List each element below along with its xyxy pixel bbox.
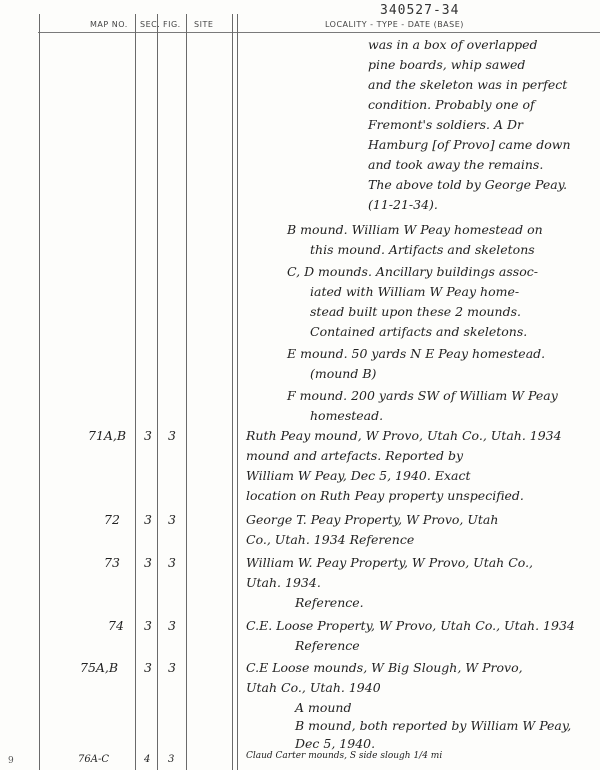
header-fig: FIG. — [163, 20, 181, 29]
column-rule-site-b — [237, 14, 238, 770]
handwritten-line: B mound. William W Peay homestead on — [287, 222, 543, 237]
section-number: 3 — [144, 555, 152, 570]
figure-number: 3 — [168, 555, 176, 570]
handwritten-line: and the skeleton was in perfect — [368, 77, 568, 92]
map-number: 75A,B — [80, 660, 119, 675]
section-number: 3 — [144, 512, 152, 527]
figure-number: 3 — [168, 428, 176, 443]
handwritten-line: Claud Carter mounds, S side slough 1/4 mi — [246, 751, 443, 761]
header-sec: SEC. — [140, 20, 161, 29]
column-rule-sec — [157, 14, 158, 770]
handwritten-line: F mound. 200 yards SW of William W Peay — [287, 388, 558, 403]
handwritten-line: and took away the remains. — [368, 157, 544, 172]
handwritten-line: Utah Co., Utah. 1940 — [246, 680, 381, 695]
handwritten-line: location on Ruth Peay property unspecified. — [246, 488, 524, 503]
handwritten-line: Ruth Peay mound, W Provo, Utah Co., Utah. 1934 — [246, 428, 562, 443]
section-number: 3 — [144, 428, 152, 443]
figure-number: 3 — [168, 754, 175, 765]
map-number: 73 — [104, 555, 120, 570]
handwritten-line: was in a box of overlapped — [368, 37, 538, 52]
handwritten-line: Co., Utah. 1934 Reference — [246, 532, 415, 547]
handwritten-line: C, D mounds. Ancillary buildings assoc- — [287, 264, 538, 279]
handwritten-line: mound and artefacts. Reported by — [246, 448, 464, 463]
handwritten-line: William W. Peay Property, W Provo, Utah Co., — [246, 555, 534, 570]
section-number: 3 — [144, 618, 152, 633]
handwritten-line: Reference — [295, 638, 360, 653]
map-number: 72 — [104, 512, 120, 527]
header-site: SITE — [194, 20, 214, 29]
handwritten-line: Fremont's soldiers. A Dr — [368, 117, 523, 132]
handwritten-line: C.E. Loose Property, W Provo, Utah Co., Utah. 1934 — [246, 618, 575, 633]
handwritten-line: this mound. Artifacts and skeletons — [310, 242, 535, 257]
map-number: 71A,B — [88, 428, 127, 443]
column-rule-site-a — [232, 14, 233, 770]
handwritten-line: (11-21-34). — [368, 197, 438, 212]
handwritten-line: (mound B) — [310, 366, 377, 381]
header-map-no: MAP NO. — [90, 20, 128, 29]
handwritten-line: C.E Loose mounds, W Big Slough, W Provo, — [246, 660, 523, 675]
handwritten-line: condition. Probably one of — [368, 97, 535, 112]
section-number: 4 — [144, 754, 151, 765]
handwritten-line: B mound, both reported by William W Peay, — [295, 718, 572, 733]
handwritten-line: stead built upon these 2 mounds. — [310, 304, 521, 319]
map-number: 76A-C — [78, 754, 109, 765]
handwritten-line: Reference. — [295, 595, 364, 610]
handwritten-line: Dec 5, 1940. — [295, 736, 376, 751]
header-locality: LOCALITY - TYPE - DATE (BASE) — [325, 20, 464, 29]
handwritten-line: Contained artifacts and skeletons. — [310, 324, 528, 339]
handwritten-line: A mound — [295, 700, 352, 715]
section-number: 3 — [144, 660, 152, 675]
column-rule-left — [39, 14, 40, 770]
handwritten-line: homestead. — [310, 408, 384, 423]
handwritten-line: E mound. 50 yards N E Peay homestead. — [287, 346, 546, 361]
figure-number: 3 — [168, 660, 176, 675]
figure-number: 3 — [168, 618, 176, 633]
figure-number: 3 — [168, 512, 176, 527]
header-rule — [38, 32, 600, 33]
map-number: 74 — [108, 618, 124, 633]
handwritten-line: Hamburg [of Provo] came down — [368, 137, 571, 152]
column-rule-fig — [186, 14, 187, 770]
margin-mark: 9 — [8, 756, 14, 766]
handwritten-line: George T. Peay Property, W Provo, Utah — [246, 512, 499, 527]
column-rule-map — [135, 14, 136, 770]
handwritten-line: Utah. 1934. — [246, 575, 321, 590]
handwritten-line: William W Peay, Dec 5, 1940. Exact — [246, 468, 471, 483]
document-id: 340527-34 — [380, 3, 460, 18]
handwritten-line: iated with William W Peay home- — [310, 284, 520, 299]
handwritten-line: The above told by George Peay. — [368, 177, 568, 192]
handwritten-line: pine boards, whip sawed — [368, 57, 526, 72]
